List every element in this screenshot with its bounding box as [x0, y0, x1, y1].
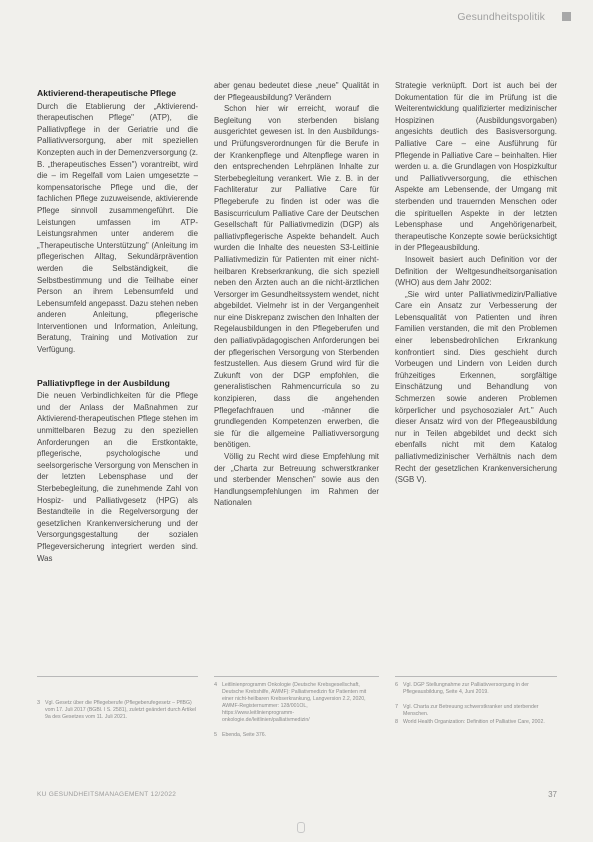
heading-atp: Aktivierend-therapeutische Pflege: [37, 88, 176, 98]
paragraph-col3-1: Strategie verknüpft. Dort ist auch bei der Dokumentation für die im Prüfung ist die Weiterentwicklung qualifizierter medizinischer Hospizinen (Ausbildungsvorgaben) angesichts deutlich des Basisversorgung. Palliative Care – eine Ausführung für Pflegende in Palliative Care – beinhalten. Hier werden u. a. die Grundlagen von Hospizkultur und Palliativversorgung, die ethischen Aspekte am Lebensende, der Umgang mit sterbenden und trauernden Menschen oder die spirituellen Aspekte in der letzten Lebensphase und Angehörigenarbeit, therapeutische Konzepte sowie berücksichtigt in der Pflegeausbildung.: [395, 81, 557, 253]
paragraph-palliative-training: Die neuen Verbindlichkeiten für die Pflege und der Anlass der Maßnahmen zur Aktivierend-therapeutischen Pflege stehen im unmittelbaren Bezug zu den speziellen Anforderungen an die Erstkontakte, pflegerische, psychologische und seelsorgerische Versorgung von Menschen in der letzten Lebensphase und der Sterbebegleitung, die zunehmende Zahl von Hospiz- und Palliativgesetz (HPG) als Bestandteile in die Regelversorgung der gesetzlichen Krankenversicherung und der Versorgungsgestaltung der sozialen Pflegeversicherung integriert werden sind. Was: [37, 391, 198, 563]
section-label: Gesundheitspolitik: [457, 11, 545, 23]
column-2: [214, 80, 379, 509]
paragraph-col3-2: Insoweit basiert auch Definition vor der Definition der Weltgesundheitsorganisation (WHO) aus dem Jahr 2002:: [395, 254, 557, 288]
footnote-text: Vgl. Charta zur Betreuung schwerstkranker und sterbender Menschen.: [403, 704, 539, 717]
paragraph-col2-2: Schon hier wir erreicht, worauf die Begleitung von sterbenden bislang ausgerichtet gewesen ist. In den Ausbildungs- und Prüfungsverordnungen für die Berufe in der Krankenpflege und Altenpflege waren in den entsprechenden Lehrplänen Inhalte zur Sterbebegleitung verankert. Wie z. B. in der Fachliteratur zur Palliative Care für Pflegeberufe zu finden ist oder was die Basiscurriculum Palliative Care der Deutschen Gesellschaft für Palliativmedizin (DGP) als palliativpflegerische Aspekte behandelt. Auch wurden die Inhalte des neuesten S3-Leitlinie Palliativmedizin für Patienten mit einer nicht-heilbaren Krebserkrankung, die sich speziell neben den Ärzten auch an die nicht-ärztlichen Versorger im Gesundheitssystem wendet, nicht abgebildet. Vielmehr ist in der Vergangenheit nur eine Diskrepanz zwischen den Inhalten der Regelausbildungen in den Pflegeberufen und den palliativpädagogischen Anforderungen bei der pflegerischen Versorgung von Sterbenden festzustellen. Aus diesem Grund wird für die Zukunft von der DGP empfohlen, die generalistischen Rahmencurricula so zu konzipieren, dass die angehenden Pflegefachfrauen und -männer die grundlegenden Kompetenzen erwerben, die sie für die allgemeine Palliativversorgung benötigen.: [214, 104, 379, 450]
footnote-text: Vgl. DGP Stellungnahme zur Palliativversorgung in der Pflegeausbildung, Seite 4, Juni 2019.: [403, 682, 529, 695]
footnote: [214, 732, 379, 739]
footnote-divider-1: [37, 676, 198, 677]
paragraph-atp: Durch die Etablierung der „Aktivierend-therapeutischen Pflege" (ATP), die Palliativpflege in der Geriatrie und die Palliativversorgung, aber mit speziellen Konzepten auch in der Demenzversorgung (z. B. „therapeutisches Essen") vorantreibt, wird die – im Regelfall vom Laien umgesetzte – kompensatorische Pflege und die, der fachlichen Pflege zuzuweisende, aktivierende Pflege sinnvoll zusammengeführt. Die Leistungen umfassen im ATP-Leistungsrahmen unter anderem die „Therapeutische Unterstützung" (Anleitung im pflegerischen Alltag, Sekundärprävention werden die Selbständigkeit, die Selbstbestimmung und die Teilhabe einer Person an ihrem Lebensumfeld und Lebensumfeld angepasst. Dazu stehen neben anderen Anleitung, pflegerische Interventionen und Information, Anleitung, Beratung, Training und Motivation zur Verfügung.: [37, 101, 198, 355]
footnote: [37, 700, 198, 721]
footnote-number: 6: [395, 682, 399, 688]
footnote-divider-2: [214, 676, 379, 677]
paragraph-col3-3: „Sie wird unter Palliativmedizin/Palliative Care ein Ansatz zur Verbesserung der Lebensqualität von Patienten und ihren Familien verstanden, die mit den Problemen einer lebensbedrohlichen Erkrankung konfrontiert sind. Dies geschieht durch Vorbeugen und Lindern von Leiden durch frühzeitiges Erkennen, sorgfältige Einschätzung und Behandlung von Schmerzen sowie anderen Problemen körperlicher und psychosozialer Art." Auch dieser Ansatz wird von der Pflegeausbildung nur in Teilen abgebildet und deckt sich ebenfalls nicht mit dem Katalog palliativmedizinischer Verhältnis nach dem Recht der gesetzlichen Krankenversicherung (SGB V).: [395, 289, 557, 485]
footnote: [214, 682, 379, 724]
section-marker-square: [562, 12, 571, 21]
footnote-number: 3: [37, 700, 41, 706]
paragraph-col2-1: aber genau bedeutet diese „neue" Qualität in der Pflegeausbildung? Verändern: [214, 81, 379, 102]
footnote-text: World Health Organization: Definition of Palliative Care, 2002.: [403, 719, 545, 725]
footnote-number: 4: [214, 682, 218, 688]
column-1: [37, 88, 198, 564]
footnote-text: Vgl. Gesetz über die Pflegeberufe (Pflegeberufegesetz – PflBG) vom 17. Juli 2017 (BGBl. I S. 2581), zuletzt geändert durch Artikel 9a des Gesetzes vom 11. Juli 2021.: [45, 700, 197, 720]
footnote-text: Leitlinienprogramm Onkologie (Deutsche Krebsgesellschaft, Deutsche Krebshilfe, AWMF): Palliativmedizin für Patienten mit einer nicht-heilbaren Krebserkrankung, Langversion 2.2, 2020, AWMF-Registernummer: 128/001OL, https://www.leitlinienprogramm-onkologie.de/leitlinien/palliativmedizin/: [222, 682, 367, 723]
footnote-number: 7: [395, 704, 399, 710]
paragraph-col2-3: Völlig zu Recht wird diese Empfehlung mit der „Charta zur Betreuung schwerstkranker und sterbender Menschen" sowie aus den Handlungsempfehlungen im Rahmen der Nationalen: [214, 452, 379, 508]
footnote-divider-3: [395, 676, 557, 677]
footnote: [395, 682, 557, 696]
footnote-text: Ebenda, Seite 376.: [222, 732, 267, 738]
journal-footer: KU GESUNDHEITSMANAGEMENT 12/2022: [37, 791, 177, 798]
footnote-number: 8: [395, 719, 399, 725]
footnote-number: 5: [214, 732, 218, 738]
footnote: [395, 704, 557, 718]
heading-palliative-training: Palliativpflege in der Ausbildung: [37, 377, 170, 388]
footnote: [395, 719, 557, 726]
page-number: 37: [548, 790, 557, 799]
column-3: [395, 80, 557, 486]
staple-mark: [297, 822, 305, 833]
